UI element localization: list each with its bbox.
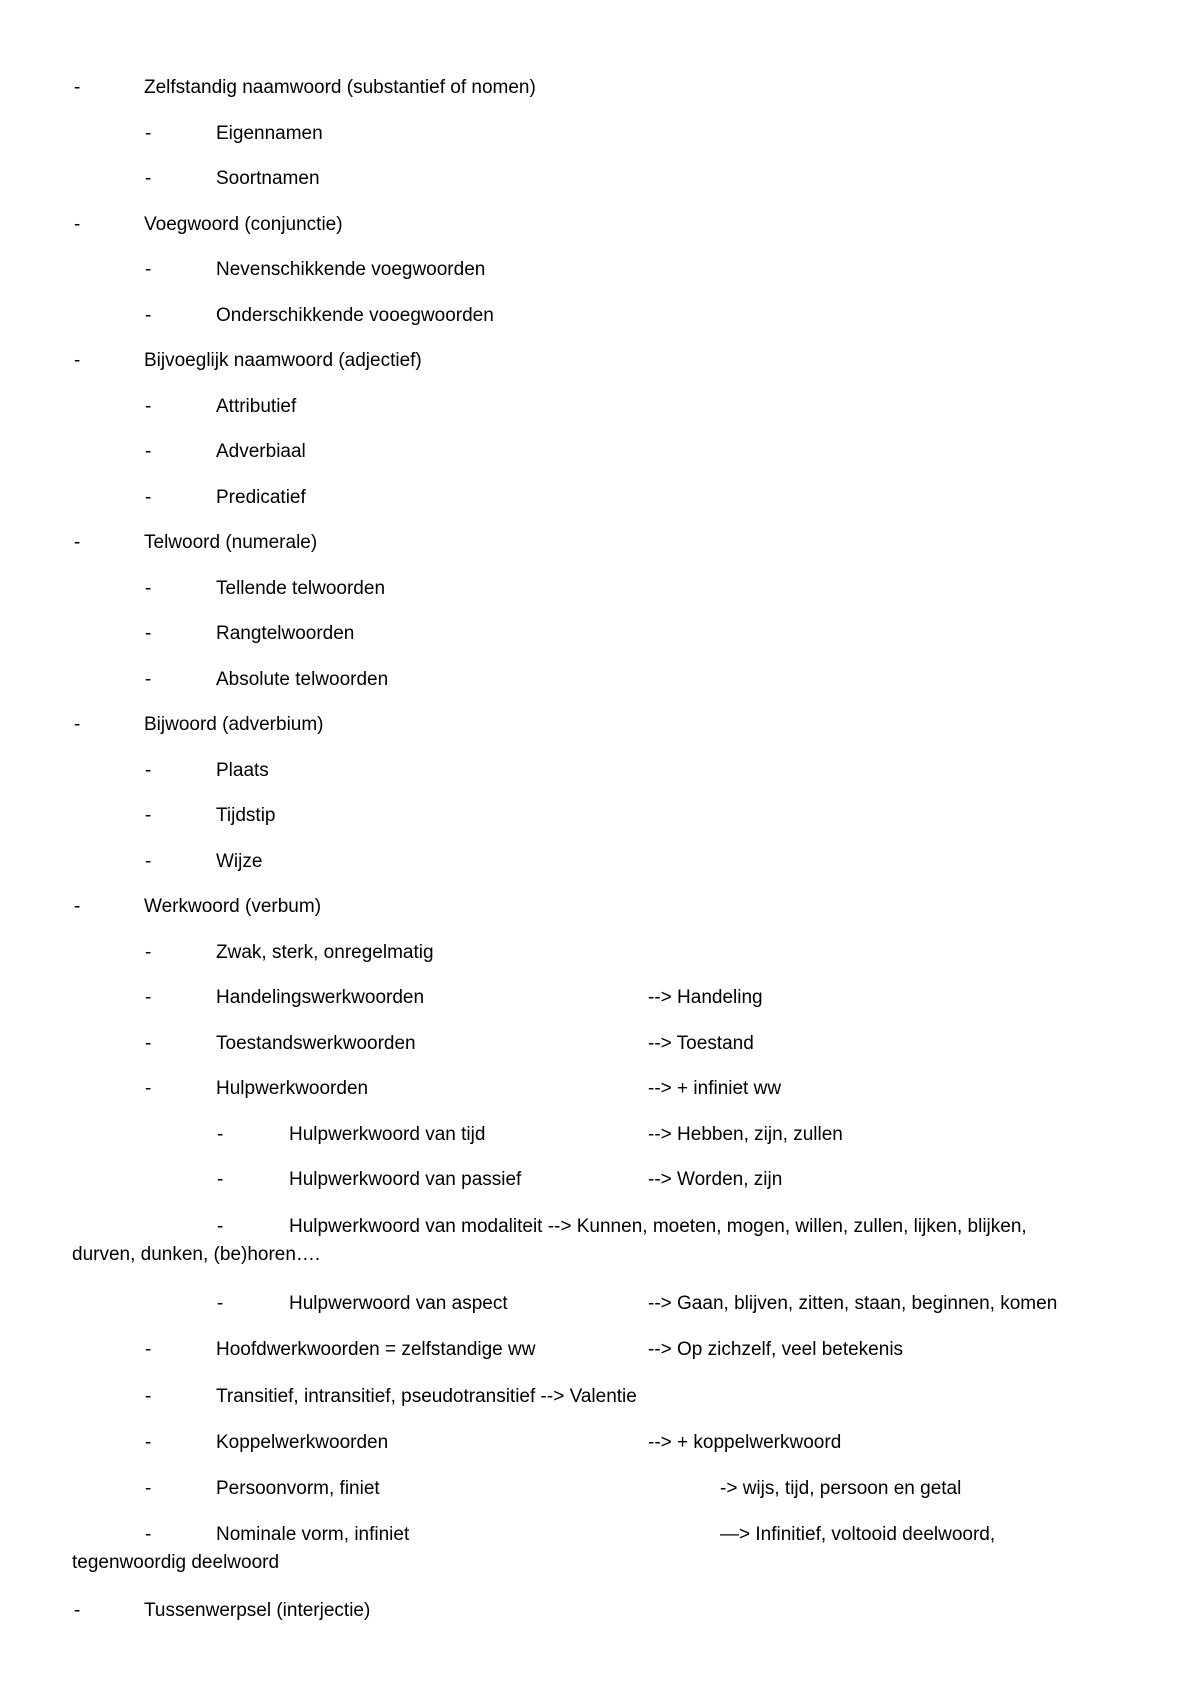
bullet-dash: - bbox=[74, 77, 81, 98]
item-text: Toestandswerkwoorden bbox=[216, 1033, 416, 1054]
item-text: Rangtelwoorden bbox=[216, 623, 355, 644]
item-text: Hulpwerkwoorden bbox=[216, 1078, 369, 1099]
bullet-dash: - bbox=[145, 669, 152, 690]
bullet-dash: - bbox=[145, 259, 152, 280]
item-text: Transitief, intransitief, pseudotransitief --> Valentie bbox=[216, 1386, 637, 1407]
list-item bbox=[0, 848, 1200, 876]
item-text: Zelfstandig naamwoord (substantief of nomen) bbox=[144, 77, 536, 98]
item-text-continuation: durven, dunken, (be)horen…. bbox=[72, 1244, 321, 1265]
bullet-dash: - bbox=[145, 987, 152, 1008]
list-item bbox=[0, 1521, 1200, 1573]
list-item bbox=[0, 438, 1200, 466]
item-text: Hulpwerkwoord van tijd bbox=[289, 1124, 486, 1145]
item-text: Zwak, sterk, onregelmatig bbox=[216, 942, 434, 963]
list-item bbox=[0, 529, 1200, 557]
item-note: --> Gaan, blijven, zitten, staan, beginnen, komen bbox=[648, 1293, 1058, 1314]
item-text: Hoofdwerkwoorden = zelfstandige ww bbox=[216, 1339, 536, 1360]
list-item bbox=[0, 393, 1200, 421]
bullet-dash: - bbox=[145, 487, 152, 508]
bullet-dash: - bbox=[145, 942, 152, 963]
list-item bbox=[0, 893, 1200, 921]
list-item bbox=[0, 575, 1200, 603]
bullet-dash: - bbox=[145, 805, 152, 826]
item-text: Nominale vorm, infiniet bbox=[216, 1524, 410, 1545]
bullet-dash: - bbox=[74, 214, 81, 235]
item-note: --> + infiniet ww bbox=[648, 1078, 782, 1099]
list-item bbox=[0, 939, 1200, 967]
bullet-dash: - bbox=[217, 1216, 224, 1237]
item-text: Attributief bbox=[216, 396, 297, 417]
item-text: Absolute telwoorden bbox=[216, 669, 389, 690]
item-note: --> Op zichzelf, veel betekenis bbox=[648, 1339, 904, 1360]
item-note: --> Toestand bbox=[648, 1033, 754, 1054]
bullet-dash: - bbox=[217, 1293, 224, 1314]
list-item bbox=[0, 1166, 1200, 1194]
item-text: Eigennamen bbox=[216, 123, 323, 144]
item-text: Adverbiaal bbox=[216, 441, 306, 462]
bullet-dash: - bbox=[145, 396, 152, 417]
item-text: Telwoord (numerale) bbox=[144, 532, 318, 553]
item-text: Hulpwerkwoord van modaliteit --> Kunnen, moeten, mogen, willen, zullen, lijken, blijken, bbox=[289, 1216, 1027, 1237]
bullet-dash: - bbox=[74, 896, 81, 917]
bullet-dash: - bbox=[74, 350, 81, 371]
item-note: -> wijs, tijd, persoon en getal bbox=[720, 1478, 962, 1499]
item-text: Bijvoeglijk naamwoord (adjectief) bbox=[144, 350, 422, 371]
bullet-dash: - bbox=[145, 623, 152, 644]
item-text: Tijdstip bbox=[216, 805, 276, 826]
bullet-dash: - bbox=[145, 1432, 152, 1453]
list-item bbox=[0, 302, 1200, 330]
list-item bbox=[0, 1030, 1200, 1058]
bullet-dash: - bbox=[145, 1478, 152, 1499]
list-item bbox=[0, 1121, 1200, 1149]
bullet-dash: - bbox=[74, 714, 81, 735]
list-item bbox=[0, 757, 1200, 785]
item-text: Bijwoord (adverbium) bbox=[144, 714, 324, 735]
list-item bbox=[0, 1213, 1200, 1265]
bullet-dash: - bbox=[145, 123, 152, 144]
item-text: Hulpwerwoord van aspect bbox=[289, 1293, 508, 1314]
bullet-dash: - bbox=[74, 532, 81, 553]
list-item bbox=[0, 1383, 1200, 1411]
bullet-dash: - bbox=[217, 1169, 224, 1190]
item-text: Predicatief bbox=[216, 487, 306, 508]
list-item bbox=[0, 347, 1200, 375]
item-note: --> Worden, zijn bbox=[648, 1169, 783, 1190]
list-item bbox=[0, 802, 1200, 830]
item-text: Hulpwerkwoord van passief bbox=[289, 1169, 522, 1190]
item-note: --> Hebben, zijn, zullen bbox=[648, 1124, 843, 1145]
list-item bbox=[0, 1597, 1200, 1625]
list-item bbox=[0, 211, 1200, 239]
bullet-dash: - bbox=[74, 1600, 81, 1621]
bullet-dash: - bbox=[145, 851, 152, 872]
bullet-dash: - bbox=[145, 305, 152, 326]
item-text: Tellende telwoorden bbox=[216, 578, 386, 599]
item-text: Nevenschikkende voegwoorden bbox=[216, 259, 486, 280]
item-note: --> + koppelwerkwoord bbox=[648, 1432, 842, 1453]
bullet-dash: - bbox=[145, 1386, 152, 1407]
list-item bbox=[0, 1475, 1200, 1503]
item-text: Koppelwerkwoorden bbox=[216, 1432, 389, 1453]
item-text: Soortnamen bbox=[216, 168, 320, 189]
list-item bbox=[0, 984, 1200, 1012]
list-item bbox=[0, 484, 1200, 512]
bullet-dash: - bbox=[145, 760, 152, 781]
bullet-dash: - bbox=[217, 1124, 224, 1145]
list-item bbox=[0, 1290, 1200, 1318]
item-text: Onderschikkende vooegwoorden bbox=[216, 305, 494, 326]
list-item bbox=[0, 666, 1200, 694]
bullet-dash: - bbox=[145, 1033, 152, 1054]
list-item bbox=[0, 1075, 1200, 1103]
item-text: Werkwoord (verbum) bbox=[144, 896, 322, 917]
item-note: --> Handeling bbox=[648, 987, 763, 1008]
list-item bbox=[0, 1429, 1200, 1457]
list-item bbox=[0, 620, 1200, 648]
item-text: Handelingswerkwoorden bbox=[216, 987, 425, 1008]
list-item bbox=[0, 120, 1200, 148]
bullet-dash: - bbox=[145, 168, 152, 189]
bullet-dash: - bbox=[145, 441, 152, 462]
item-text-continuation: tegenwoordig deelwoord bbox=[72, 1552, 280, 1573]
list-item bbox=[0, 1336, 1200, 1364]
item-text: Plaats bbox=[216, 760, 269, 781]
bullet-dash: - bbox=[145, 1524, 152, 1545]
list-item bbox=[0, 165, 1200, 193]
bullet-dash: - bbox=[145, 1078, 152, 1099]
bullet-dash: - bbox=[145, 1339, 152, 1360]
list-item bbox=[0, 711, 1200, 739]
bullet-dash: - bbox=[145, 578, 152, 599]
item-text: Wijze bbox=[216, 851, 263, 872]
item-note: —> Infinitief, voltooid deelwoord, bbox=[720, 1524, 996, 1545]
item-text: Tussenwerpsel (interjectie) bbox=[144, 1600, 371, 1621]
item-text: Voegwoord (conjunctie) bbox=[144, 214, 343, 235]
list-item bbox=[0, 256, 1200, 284]
list-item bbox=[0, 74, 1200, 102]
item-text: Persoonvorm, finiet bbox=[216, 1478, 380, 1499]
